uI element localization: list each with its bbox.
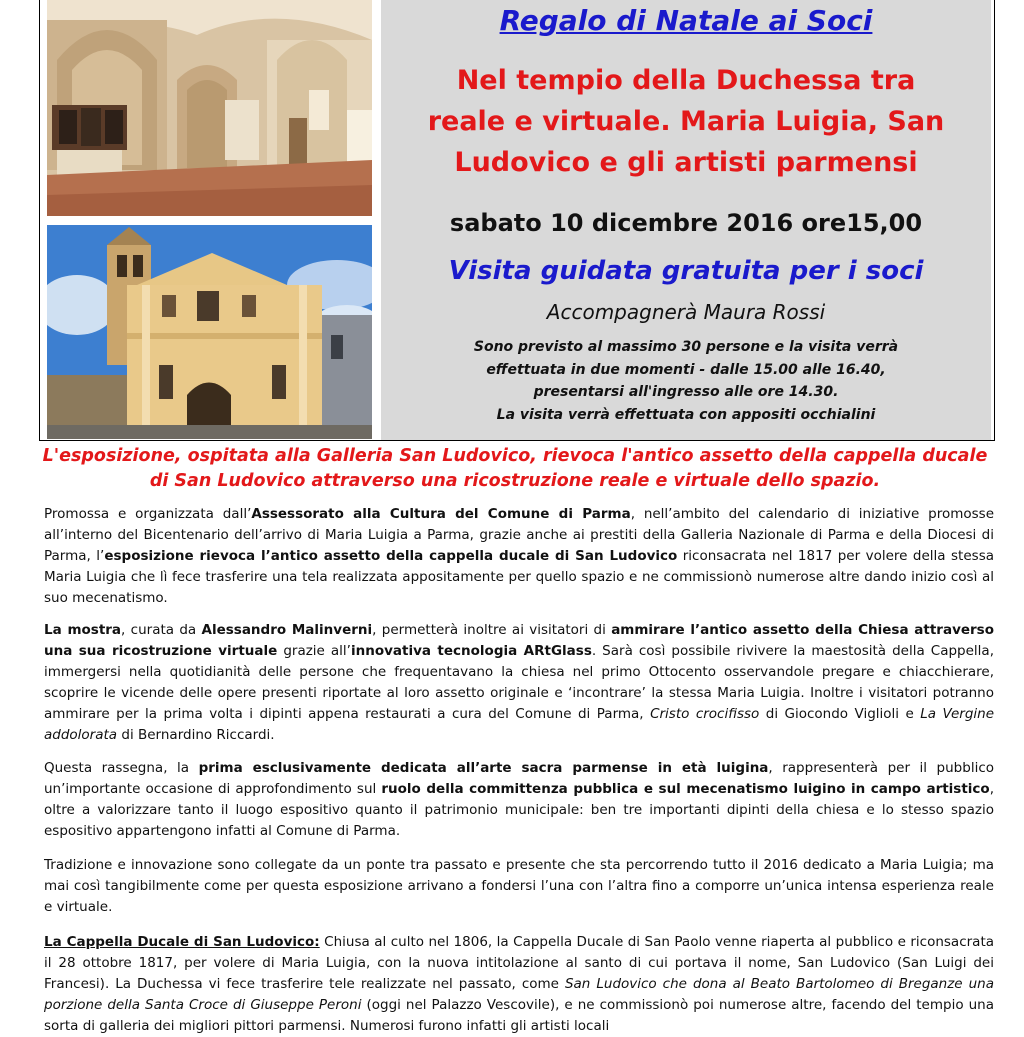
note-line: presentarsi all'ingresso alle ore 14.30. [533,384,839,400]
note-line: Sono previsto al massimo 30 persone e la visita verrà [473,339,899,355]
subtitle-line: reale e virtuale. Maria Luigia, San [427,106,945,137]
subtitle-line: Ludovico e gli artisti parmensi [454,147,918,178]
paragraph-2: La mostra, curata da Alessandro Malinverni, permetterà inoltre ai visitatori di ammirare l’antico assetto della Chiesa attraverso una sua ricostruzione virtuale grazie all’innovativa tecnologia ARtGlass. Sarà così possibile rivivere la maestosità della Cappella, immergersi nella quotidianità delle persone che frequentavano la chiesa nel primo Ottocento osservandole pregare e chiacchierare, scoprire le vicende delle opere presenti riportate al loro assetto originale e ‘incontrare’ la stessa Maria Luigia. Inoltre i visitatori potranno ammirare per la prima volta i dipinti appena restaurati a cura del Comune di Parma, Cristo crocifisso di Giocondo Viglioli e La Vergine addolorata di Bernardino Riccardi. [44,622,994,743]
paragraph-4: Tradizione e innovazione sono collegate da un ponte tra passato e presente che sta percorrendo tutto il 2016 dedicato a Maria Luigia; ma mai così tangibilmente come per questa esposizione arrivano a fondersi l’una con l’altra fino a comporre un’unica intensa esperienza reale e virtuale. [44,857,994,915]
church-facade-photo [47,225,372,439]
lead-paragraph: L'esposizione, ospitata alla Galleria San Ludovico, rievoca l'antico assetto della cappella ducale di San Ludovico attraverso una ricostruzione reale e virtuale dello spazio. [42,446,988,491]
event-subtitle [381,60,991,183]
paragraph-5: La Cappella Ducale di San Ludovico: Chiusa al culto nel 1806, la Cappella Ducale di San Paolo venne riaperta al pubblico e riconsacrata il 28 ottobre 1817, per volere di Maria Luigia, con la nuova intitolazione al santo di cui portava il nome, San Ludovico (San Luigi dei Francesi). La Duchessa vi fece trasferire tele realizzate nel passato, come San Ludovico che dona al Beato Bartolomeo di Breganze una porzione della Santa Croce di Giuseppe Peroni (oggi nel Palazzo Vescovile), e ne commissionò poi numerose altre, facendo del tempio una sorta di galleria dei migliori pittori parmensi. Numerosi furono infatti gli artisti locali [44,934,995,1034]
event-info-panel [381,0,991,440]
note-line: effettuata in due momenti - dalle 15.00 alle 16.40, [486,361,886,378]
visit-announcement: Visita guidata gratuita per i soci [448,256,924,286]
note-line: La visita verrà effettuata con appositi occhialini [496,406,876,423]
guide-name: Accompagnerà Maura Rossi [546,300,826,324]
chapel-interior-photo [47,0,372,216]
event-date: sabato 10 dicembre 2016 ore15,00 [449,209,923,237]
paragraph-3: Questa rassegna, la prima esclusivamente dedicata all’arte sacra parmense in età luigina, rappresenterà per il pubblico un’importante occasione di approfondimento sul ruolo della committenza pubblica e sul mecenatismo luigino in campo artistico, oltre a valorizzare tanto il luogo espositivo quanto il patrimonio municipale: ben tre importanti dipinti della chiesa e lo stesso spazio espositivo appartengono infatti al Comune di Parma. [44,760,994,839]
subtitle-line: Nel tempio della Duchessa tra [456,65,916,96]
paragraph-1: Promossa e organizzata dall’Assessorato alla Cultura del Comune di Parma, nell’ambito del calendario di iniziative promosse all’interno del Bicentenario dell’arrivo di Maria Luigia a Parma, grazie anche ai prestiti della Galleria Nazionale di Parma e della Diocesi di Parma, l’esposizione rievoca l’antico assetto della cappella ducale di San Ludovico riconsacrata nel 1817 per volere della stessa Maria Luigia che lì fece trasferire una tela realizzata appositamente per quello spazio e ne commissionò numerose altre dando inizio così al suo mecenatismo. [44,506,994,606]
event-title: Regalo di Natale ai Soci [499,4,873,37]
visit-notes [381,336,991,426]
